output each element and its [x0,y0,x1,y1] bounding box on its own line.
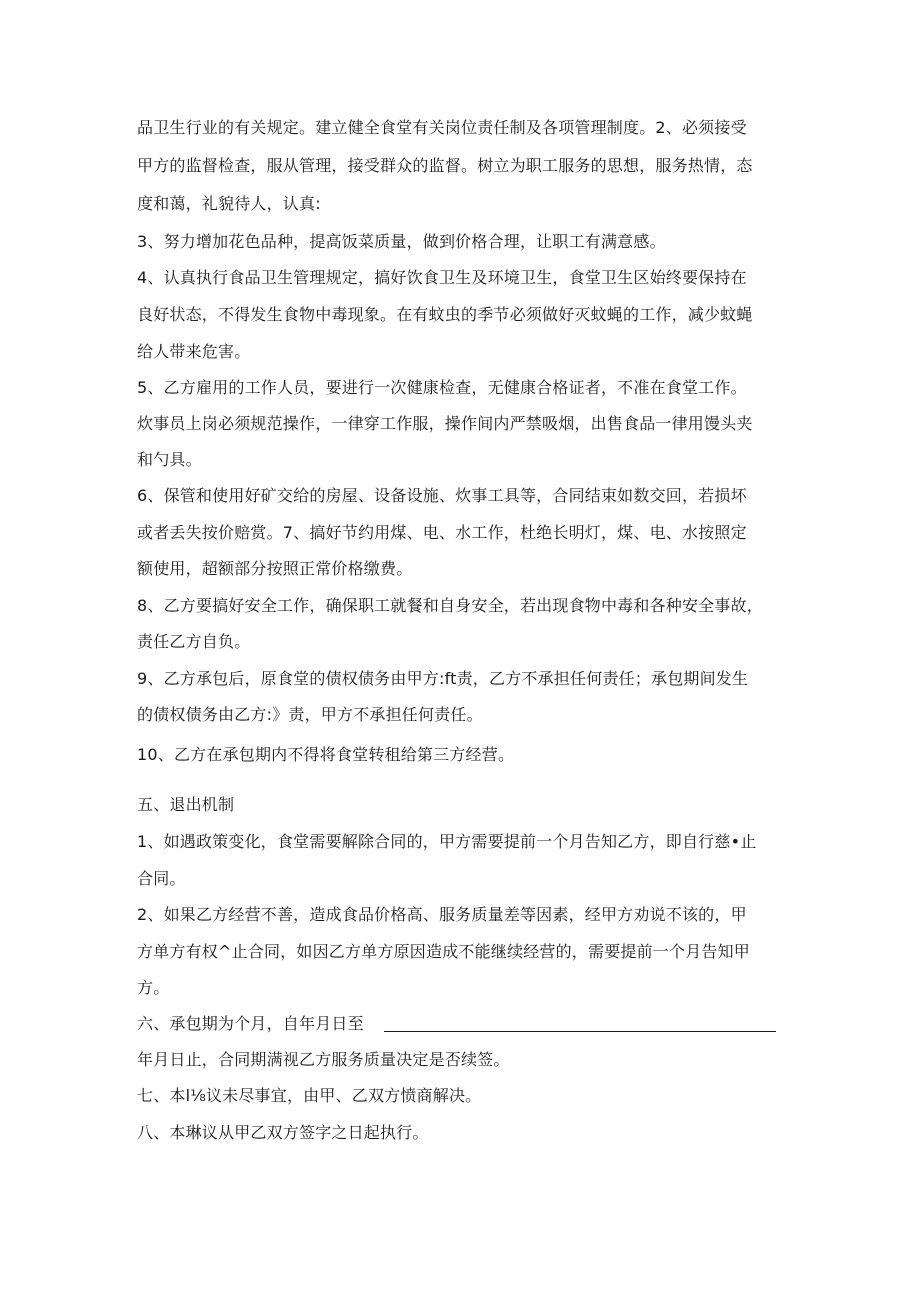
text-line: 方。 [137,978,170,997]
text-line: 七、本l⅛议未尽事宜，由甲、乙双方愤商解决。 [137,1086,482,1105]
text-line: 炊事员上岗必须规范操作，一律穿工作服，操作间内严禁吸烟，出售食品一律用馒头夹 [137,414,753,433]
text-line: 度和蔼，礼貌待人，认真: [137,194,321,213]
section-heading: 五、退出机制 [137,795,235,814]
text-line: 10、乙方在承包期内不得将食堂转租给第三方经营。 [137,745,515,764]
fill-in-blank [384,1031,776,1032]
text-line: 和勺具。 [137,450,202,469]
text-line: 4、认真执行食品卫生管理规定，搞好饮食卫生及环境卫生，食堂卫生区始终要保持在 [137,268,747,287]
text-line: 甲方的监督检查，服从管理，接受群众的监督。树立为职工服务的思想，服务热情，态 [137,156,753,175]
text-line: 方单方有权^止合同，如因乙方单方原因造成不能继续经营的，需要提前一个月告知甲 [137,942,751,961]
text-line: 的债权债务由乙方:》责，甲方不承担任何责任。 [137,705,483,724]
text-line: 或者丢失按价赔赏。7、搞好节约用煤、电、水工作，杜绝长明灯，煤、电、水按照定 [137,523,747,542]
text-line: 责任乙方自负。 [137,632,251,651]
text-line: 八、本琳议从甲乙双方签字之日起执行。 [137,1123,429,1142]
text-line: 良好状态，不得发生食物中毒现象。在有蚊虫的季节必须做好灭蚊蝇的工作，减少蚊蝇 [137,305,753,324]
text-line: 六、承包期为个月，自年月日至 [137,1014,364,1033]
text-line: 8、乙方要搞好安全工作，确保职工就餐和自身安全，若出现食物中毒和各种安全事故， [137,596,763,615]
text-line: 3、努力增加花色品种，提高饭菜质量，做到价格合理，让职工有满意感。 [137,232,666,251]
text-line: 5、乙方雇用的工作人员，要进行一次健康检查，无健康合格证者，不准在食堂工作。 [137,378,747,397]
text-line: 合同。 [137,869,186,888]
text-line: 1、如遇政策变化，食堂需要解除合同的，甲方需要提前一个月告知乙方，即自行慈•止 [137,832,757,851]
text-line: 6、保管和使用好矿交给的房屋、设备设施、炊事工具等，合同结束如数交回，若损坏 [137,486,747,505]
text-line: 品卫生行业的有关规定。建立健全食堂有关岗位责任制及各项管理制度。2、必须接受 [137,118,747,137]
text-line: 2、如果乙方经营不善，造成食品价格高、服务质量差等因素，经甲方劝说不该的，甲 [137,905,747,924]
text-line: 给人带来危害。 [137,342,251,361]
text-line: 额使用，超额部分按照正常价格缴费。 [137,559,413,578]
text-line: 年月日止，合同期满视乙方服务质量决定是否续签。 [137,1050,510,1069]
text-line: 9、乙方承包后，原食堂的债权债务由甲方:ft责，乙方不承担任何责任；承包期间发生 [137,669,749,688]
